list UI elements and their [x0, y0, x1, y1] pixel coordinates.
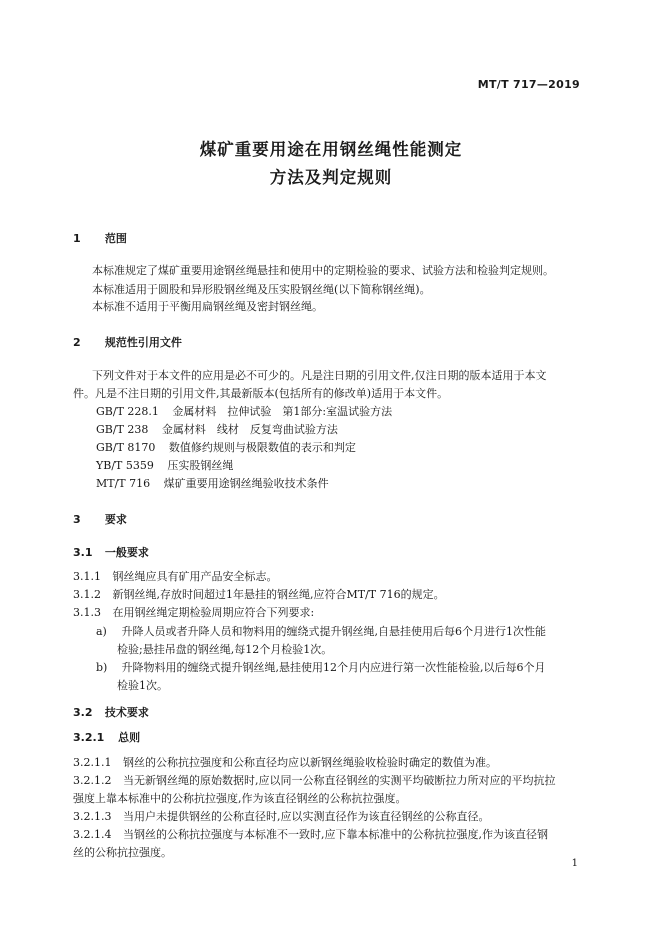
section-3-heading — [73, 513, 127, 527]
clause-text: 在用钢丝绳定期检验周期应符合下列要求: — [112, 606, 315, 619]
clause-3-1-3 — [73, 606, 314, 620]
clause-3-2-1-4 — [73, 828, 548, 842]
list-text: 升降物料用的缠绕式提升钢丝绳,悬挂使用12个月内应进行第一次性能检验,以后每6个月 — [121, 661, 546, 674]
reference-title: 煤矿重要用途钢丝绳验收技术条件 — [163, 477, 329, 490]
clause-text: 钢丝的公称抗拉强度和公称直径均应以新钢丝绳验收检验时确定的数值为准。 — [122, 756, 497, 769]
section-number: 2 — [73, 336, 81, 349]
reference-code: YB/T 5359 — [96, 459, 154, 472]
subsection-3-2-1-heading — [73, 731, 140, 745]
subsection-3-2-heading — [73, 706, 149, 720]
section-title: 技术要求 — [104, 706, 149, 719]
standard-code: MT/T 717—2019 — [477, 78, 580, 91]
list-label: b) — [96, 661, 108, 674]
list-label: a) — [96, 625, 107, 638]
section-title: 要求 — [104, 513, 127, 526]
clause-number: 3.2.1.3 — [73, 810, 112, 823]
paragraph: 下列文件对于本文件的应用是必不可少的。凡是注日期的引用文件,仅注日期的版本适用于本文 — [92, 369, 547, 382]
clause-number: 3.2.1.1 — [73, 756, 112, 769]
clause-text: 当用户未提供钢丝的公称直径时,应以实测直径作为该直径钢丝的公称直径。 — [122, 810, 490, 823]
list-item-a-continuation: 检验;悬挂吊盘的钢丝绳,每12个月检验1次。 — [117, 643, 333, 656]
reference-code: GB/T 238 — [96, 423, 149, 436]
section-title: 总则 — [118, 731, 141, 744]
paragraph: 本标准不适用于平衡用扁钢丝绳及密封钢丝绳。 — [92, 300, 323, 313]
section-number: 3.1 — [73, 546, 93, 559]
list-item-a — [96, 625, 546, 639]
clause-3-2-1-4-continuation: 丝的公称抗拉强度。 — [73, 846, 172, 859]
section-title: 一般要求 — [104, 546, 149, 559]
clause-number: 3.2.1.4 — [73, 828, 112, 841]
section-title: 范围 — [104, 232, 127, 245]
section-number: 3.2 — [73, 706, 93, 719]
reference-item — [96, 423, 338, 437]
clause-3-2-1-1 — [73, 756, 497, 770]
reference-code: MT/T 716 — [96, 477, 151, 490]
clause-text: 当无新钢丝绳的原始数据时,应以同一公称直径钢丝的实测平均破断拉力所对应的平均抗拉 — [122, 774, 556, 787]
list-item-b — [96, 661, 546, 675]
reference-item — [96, 477, 329, 491]
section-2-heading — [73, 336, 182, 350]
reference-title: 数值修约规则与极限数值的表示和判定 — [168, 441, 356, 454]
reference-item — [96, 441, 356, 455]
clause-text: 新钢丝绳,存放时间超过1年悬挂的钢丝绳,应符合MT/T 716的规定。 — [112, 588, 445, 601]
clause-number: 3.1.2 — [73, 588, 101, 601]
section-1-heading — [73, 232, 127, 246]
clause-3-2-1-3 — [73, 810, 489, 824]
reference-title: 金属材料 拉伸试验 第1部分:室温试验方法 — [172, 405, 393, 418]
clause-3-2-1-2-continuation: 强度上靠本标准中的公称抗拉强度,作为该直径钢丝的公称抗拉强度。 — [73, 792, 407, 805]
page-number: 1 — [571, 858, 578, 869]
document-title-line1: 煤矿重要用途在用钢丝绳性能测定 — [199, 140, 463, 159]
reference-code: GB/T 228.1 — [96, 405, 159, 418]
clause-3-1-2 — [73, 588, 445, 602]
reference-item — [96, 459, 233, 473]
reference-item — [96, 405, 392, 419]
document-title-line2: 方法及判定规则 — [269, 168, 393, 187]
reference-title: 压实股钢丝绳 — [167, 459, 234, 472]
section-number: 3.2.1 — [73, 731, 105, 744]
section-number: 3 — [73, 513, 81, 526]
clause-text: 钢丝绳应具有矿用产品安全标志。 — [112, 570, 278, 583]
subsection-3-1-heading — [73, 546, 149, 560]
clause-3-1-1 — [73, 570, 278, 584]
clause-number: 3.2.1.2 — [73, 774, 112, 787]
list-item-b-continuation: 检验1次。 — [117, 679, 168, 692]
paragraph-continuation: 件。凡是不注日期的引用文件,其最新版本(包括所有的修改单)适用于本文件。 — [73, 387, 449, 400]
clause-number: 3.1.3 — [73, 606, 101, 619]
list-text: 升降人员或者升降人员和物料用的缠绕式提升钢丝绳,自悬挂使用后每6个月进行1次性能 — [121, 625, 546, 638]
reference-title: 金属材料 线材 反复弯曲试验方法 — [161, 423, 338, 436]
section-title: 规范性引用文件 — [104, 336, 182, 349]
paragraph: 本标准适用于圆股和异形股钢丝绳及压实股钢丝绳(以下简称钢丝绳)。 — [92, 283, 431, 296]
reference-code: GB/T 8170 — [96, 441, 156, 454]
section-number: 1 — [73, 232, 81, 245]
clause-text: 当钢丝的公称抗拉强度与本标准不一致时,应下靠本标准中的公称抗拉强度,作为该直径钢 — [122, 828, 548, 841]
clause-3-2-1-2 — [73, 774, 555, 788]
paragraph: 本标准规定了煤矿重要用途钢丝绳悬挂和使用中的定期检验的要求、试验方法和检验判定规则。 — [92, 264, 554, 277]
clause-number: 3.1.1 — [73, 570, 101, 583]
